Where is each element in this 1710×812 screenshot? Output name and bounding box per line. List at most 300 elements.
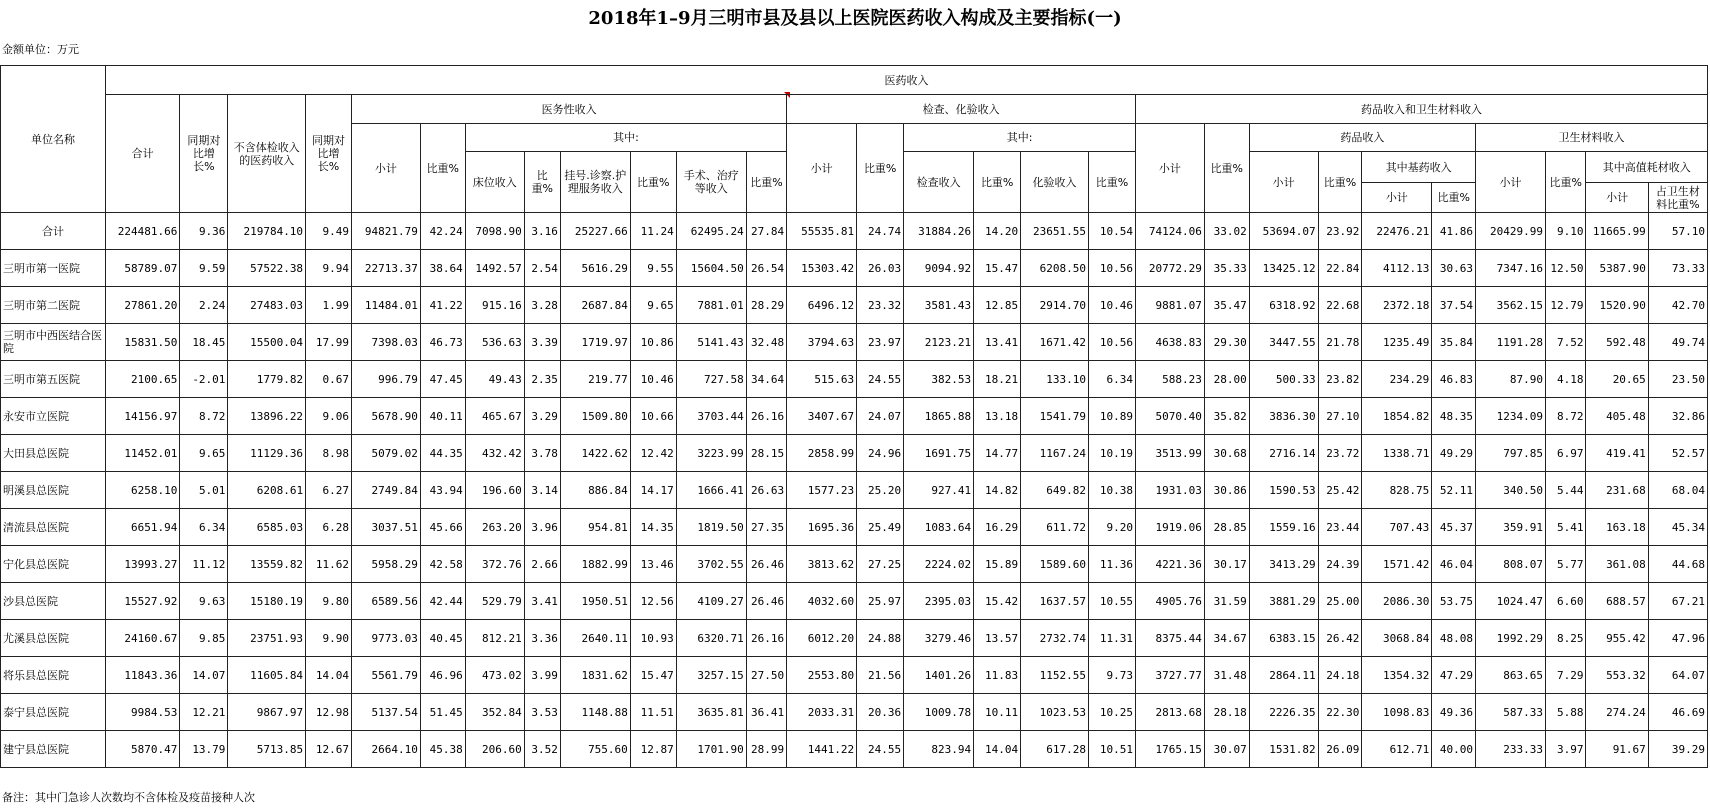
value-cell: 52.57 (1648, 435, 1707, 472)
value-cell: 2.66 (524, 546, 560, 583)
value-cell: 352.84 (465, 694, 524, 731)
value-cell: 15500.04 (228, 324, 306, 361)
value-cell: 9.65 (630, 287, 676, 324)
value-cell: 2716.14 (1249, 435, 1318, 472)
value-cell: 886.84 (560, 472, 630, 509)
header-drug-ratio: 比重% (1318, 152, 1362, 213)
value-cell: 6496.12 (787, 287, 857, 324)
value-cell: 10.56 (1088, 324, 1135, 361)
value-cell: 11.51 (630, 694, 676, 731)
value-cell: 3.96 (524, 509, 560, 546)
value-cell: 5616.29 (560, 250, 630, 287)
header-exam-subtotal: 小计 (787, 124, 857, 213)
value-cell: 12.85 (974, 287, 1021, 324)
value-cell: 3703.44 (676, 398, 746, 435)
value-cell: 14.20 (974, 213, 1021, 250)
value-cell: 8.25 (1546, 620, 1586, 657)
header-service-subtotal: 小计 (351, 124, 420, 213)
value-cell: 24.07 (857, 398, 904, 435)
value-cell: 1931.03 (1135, 472, 1204, 509)
header-lab-ratio: 比重% (1088, 152, 1135, 213)
value-cell: 20.36 (857, 694, 904, 731)
header-bed-ratio: 比重% (524, 152, 560, 213)
value-cell: 9.20 (1088, 509, 1135, 546)
value-cell: 9.59 (180, 250, 228, 287)
value-cell: 40.45 (420, 620, 465, 657)
value-cell: 22.68 (1318, 287, 1362, 324)
value-cell: 3.36 (524, 620, 560, 657)
value-cell: 13.57 (974, 620, 1021, 657)
value-cell: 3836.30 (1249, 398, 1318, 435)
value-cell: 3413.29 (1249, 546, 1318, 583)
value-cell: 4112.13 (1362, 250, 1432, 287)
table-row (1, 546, 1708, 583)
value-cell: 196.60 (465, 472, 524, 509)
value-cell: 14.77 (974, 435, 1021, 472)
table-body (1, 213, 1708, 768)
value-cell: 27483.03 (228, 287, 306, 324)
value-cell: 1765.15 (1135, 731, 1204, 768)
value-cell: 1191.28 (1476, 324, 1546, 361)
value-cell: 11.36 (1088, 546, 1135, 583)
value-cell: 2914.70 (1021, 287, 1089, 324)
value-cell: 9.94 (306, 250, 352, 287)
value-cell: 30.86 (1204, 472, 1249, 509)
value-cell: 1559.16 (1249, 509, 1318, 546)
value-cell: 133.10 (1021, 361, 1089, 398)
value-cell: 44.35 (420, 435, 465, 472)
table-row (1, 324, 1708, 361)
unit-name-cell: 三明市第二医院 (1, 287, 106, 324)
value-cell: 27.84 (746, 213, 786, 250)
value-cell: 26.42 (1318, 620, 1362, 657)
value-cell: 3.16 (524, 213, 560, 250)
value-cell: 727.58 (676, 361, 746, 398)
value-cell: 863.65 (1476, 657, 1546, 694)
header-high-value-subtotal: 小计 (1586, 183, 1648, 213)
value-cell: 48.08 (1432, 620, 1476, 657)
header-surgery-ratio: 比重% (746, 152, 786, 213)
header-exam-ratio: 比重% (857, 124, 904, 213)
value-cell: 26.03 (857, 250, 904, 287)
value-cell: 22476.21 (1362, 213, 1432, 250)
value-cell: 0.67 (306, 361, 352, 398)
value-cell: 5.41 (1546, 509, 1586, 546)
header-material-ratio: 比重% (1546, 152, 1586, 213)
footnote: 备注：其中门急诊人次数均不含体检及疫苗接种人次 (2, 791, 255, 804)
unit-name-cell: 明溪县总医院 (1, 472, 106, 509)
value-cell: 11.31 (1088, 620, 1135, 657)
value-cell: 91.67 (1586, 731, 1648, 768)
value-cell: 1701.90 (676, 731, 746, 768)
unit-name-cell: 三明市中西医结合医院 (1, 324, 106, 361)
value-cell: 5678.90 (351, 398, 420, 435)
header-bed-income: 床位收入 (465, 152, 524, 213)
header-essential-drug-subtotal: 小计 (1362, 183, 1432, 213)
value-cell: 1819.50 (676, 509, 746, 546)
value-cell: 24.55 (857, 361, 904, 398)
table-row (1, 435, 1708, 472)
value-cell: 382.53 (904, 361, 974, 398)
header-yoy-growth-2: 同期对比增长% (306, 95, 352, 213)
value-cell: 35.82 (1204, 398, 1249, 435)
value-cell: 3.14 (524, 472, 560, 509)
value-cell: 6589.56 (351, 583, 420, 620)
value-cell: 9.80 (306, 583, 352, 620)
value-cell: 18.21 (974, 361, 1021, 398)
value-cell: 3447.55 (1249, 324, 1318, 361)
value-cell: 3881.29 (1249, 583, 1318, 620)
value-cell: 219.77 (560, 361, 630, 398)
value-cell: 1422.62 (560, 435, 630, 472)
value-cell: 5141.43 (676, 324, 746, 361)
value-cell: 1.99 (306, 287, 352, 324)
value-cell: 11843.36 (105, 657, 179, 694)
header-drug-material-income: 药品收入和卫生材料收入 (1135, 95, 1707, 124)
value-cell: 20.65 (1586, 361, 1648, 398)
value-cell: 33.02 (1204, 213, 1249, 250)
value-cell: 553.32 (1586, 657, 1648, 694)
value-cell: 1492.57 (465, 250, 524, 287)
value-cell: 10.19 (1088, 435, 1135, 472)
value-cell: 797.85 (1476, 435, 1546, 472)
value-cell: 8.98 (306, 435, 352, 472)
unit-name-cell: 建宁县总医院 (1, 731, 106, 768)
value-cell: 1865.88 (904, 398, 974, 435)
value-cell: 5561.79 (351, 657, 420, 694)
value-cell: 12.98 (306, 694, 352, 731)
value-cell: 7098.90 (465, 213, 524, 250)
value-cell: 5.44 (1546, 472, 1586, 509)
table-row (1, 694, 1708, 731)
value-cell: 13.41 (974, 324, 1021, 361)
value-cell: 14.07 (180, 657, 228, 694)
table-row (1, 287, 1708, 324)
table-row (1, 472, 1708, 509)
header-excluding-exam-income: 不含体检收入的医药收入 (228, 95, 306, 213)
value-cell: 1009.78 (904, 694, 974, 731)
value-cell: 22.84 (1318, 250, 1362, 287)
value-cell: 405.48 (1586, 398, 1648, 435)
value-cell: 206.60 (465, 731, 524, 768)
value-cell: 26.46 (746, 546, 786, 583)
unit-name-cell: 沙县总医院 (1, 583, 106, 620)
value-cell: 3727.77 (1135, 657, 1204, 694)
value-cell: 27.50 (746, 657, 786, 694)
value-cell: 12.21 (180, 694, 228, 731)
value-cell: 37.54 (1432, 287, 1476, 324)
hospital-income-table (0, 65, 1708, 768)
value-cell: 41.22 (420, 287, 465, 324)
value-cell: 5079.02 (351, 435, 420, 472)
value-cell: 24.96 (857, 435, 904, 472)
value-cell: 2749.84 (351, 472, 420, 509)
header-drug-subtotal: 小计 (1249, 152, 1318, 213)
value-cell: 8.72 (180, 398, 228, 435)
value-cell: 2664.10 (351, 731, 420, 768)
value-cell: 13559.82 (228, 546, 306, 583)
value-cell: 24.74 (857, 213, 904, 250)
header-service-ratio: 比重% (420, 124, 465, 213)
value-cell: 612.71 (1362, 731, 1432, 768)
value-cell: 27.35 (746, 509, 786, 546)
value-cell: 1234.09 (1476, 398, 1546, 435)
value-cell: 73.33 (1648, 250, 1707, 287)
value-cell: 231.68 (1586, 472, 1648, 509)
value-cell: 28.85 (1204, 509, 1249, 546)
value-cell: 21.56 (857, 657, 904, 694)
value-cell: 11484.01 (351, 287, 420, 324)
value-cell: 74124.06 (1135, 213, 1204, 250)
value-cell: 9.10 (1546, 213, 1586, 250)
value-cell: 3702.55 (676, 546, 746, 583)
value-cell: 55535.81 (787, 213, 857, 250)
header-material-income: 卫生材料收入 (1476, 124, 1708, 152)
value-cell: 3.78 (524, 435, 560, 472)
value-cell: 23.50 (1648, 361, 1707, 398)
value-cell: 13.18 (974, 398, 1021, 435)
value-cell: 25.00 (1318, 583, 1362, 620)
value-cell: 25227.66 (560, 213, 630, 250)
table-row (1, 509, 1708, 546)
value-cell: 5713.85 (228, 731, 306, 768)
value-cell: 26.54 (746, 250, 786, 287)
value-cell: 1691.75 (904, 435, 974, 472)
value-cell: 4109.27 (676, 583, 746, 620)
value-cell: 15.89 (974, 546, 1021, 583)
value-cell: 11452.01 (105, 435, 179, 472)
value-cell: 755.60 (560, 731, 630, 768)
value-cell: 1441.22 (787, 731, 857, 768)
value-cell: 3223.99 (676, 435, 746, 472)
value-cell: 23.32 (857, 287, 904, 324)
value-cell: 9.73 (1088, 657, 1135, 694)
value-cell: 954.81 (560, 509, 630, 546)
value-cell: 31.59 (1204, 583, 1249, 620)
value-cell: 12.79 (1546, 287, 1586, 324)
value-cell: 6208.61 (228, 472, 306, 509)
report-title: 2018年1–9月三明市县及县以上医院医药收入构成及主要指标(一) (588, 8, 1122, 29)
value-cell: 2033.31 (787, 694, 857, 731)
value-cell: 30.07 (1204, 731, 1249, 768)
value-cell: 30.63 (1432, 250, 1476, 287)
value-cell: 3813.62 (787, 546, 857, 583)
value-cell: 49.29 (1432, 435, 1476, 472)
value-cell: 536.63 (465, 324, 524, 361)
value-cell: 42.24 (420, 213, 465, 250)
value-cell: 3.53 (524, 694, 560, 731)
value-cell: 15527.92 (105, 583, 179, 620)
value-cell: 927.41 (904, 472, 974, 509)
unit-name-cell: 三明市第一医院 (1, 250, 106, 287)
value-cell: 6651.94 (105, 509, 179, 546)
value-cell: 11.62 (306, 546, 352, 583)
value-cell: 500.33 (1249, 361, 1318, 398)
value-cell: 15180.19 (228, 583, 306, 620)
value-cell: 163.18 (1586, 509, 1648, 546)
value-cell: 915.16 (465, 287, 524, 324)
value-cell: 40.11 (420, 398, 465, 435)
value-cell: 823.94 (904, 731, 974, 768)
value-cell: 1854.82 (1362, 398, 1432, 435)
currency-unit-label: 金额单位：万元 (2, 43, 79, 56)
value-cell: 14.82 (974, 472, 1021, 509)
value-cell: 47.96 (1648, 620, 1707, 657)
value-cell: 2123.21 (904, 324, 974, 361)
value-cell: 7347.16 (1476, 250, 1546, 287)
value-cell: 52.11 (1432, 472, 1476, 509)
value-cell: 13993.27 (105, 546, 179, 583)
value-cell: 1590.53 (1249, 472, 1318, 509)
value-cell: 465.67 (465, 398, 524, 435)
value-cell: 45.38 (420, 731, 465, 768)
value-cell: 10.46 (1088, 287, 1135, 324)
value-cell: 1098.83 (1362, 694, 1432, 731)
value-cell: 23.44 (1318, 509, 1362, 546)
value-cell: 1779.82 (228, 361, 306, 398)
value-cell: 8.72 (1546, 398, 1586, 435)
header-exam-of-which: 其中: (904, 124, 1136, 152)
value-cell: 1167.24 (1021, 435, 1089, 472)
value-cell: 1571.42 (1362, 546, 1432, 583)
value-cell: 3513.99 (1135, 435, 1204, 472)
value-cell: 12.67 (306, 731, 352, 768)
value-cell: 25.42 (1318, 472, 1362, 509)
unit-name-cell: 泰宁县总医院 (1, 694, 106, 731)
value-cell: 18.45 (180, 324, 228, 361)
value-cell: 1235.49 (1362, 324, 1432, 361)
value-cell: 2553.80 (787, 657, 857, 694)
value-cell: 87.90 (1476, 361, 1546, 398)
value-cell: 2687.84 (560, 287, 630, 324)
value-cell: 11.12 (180, 546, 228, 583)
value-cell: 13.46 (630, 546, 676, 583)
header-share-of-material: 占卫生材料比重% (1648, 183, 1707, 213)
value-cell: 64.07 (1648, 657, 1707, 694)
value-cell: 29.30 (1204, 324, 1249, 361)
header-essential-drug-ratio: 比重% (1432, 183, 1476, 213)
value-cell: 473.02 (465, 657, 524, 694)
header-high-value-consumables: 其中高值耗材收入 (1586, 152, 1708, 183)
value-cell: 233.33 (1476, 731, 1546, 768)
value-cell: 6012.20 (787, 620, 857, 657)
value-cell: 432.42 (465, 435, 524, 472)
value-cell: 23751.93 (228, 620, 306, 657)
value-cell: 4032.60 (787, 583, 857, 620)
value-cell: 2864.11 (1249, 657, 1318, 694)
value-cell: 10.51 (1088, 731, 1135, 768)
value-cell: -2.01 (180, 361, 228, 398)
value-cell: 1589.60 (1021, 546, 1089, 583)
value-cell: 1950.51 (560, 583, 630, 620)
value-cell: 48.35 (1432, 398, 1476, 435)
value-cell: 2.35 (524, 361, 560, 398)
value-cell: 11.83 (974, 657, 1021, 694)
value-cell: 27.10 (1318, 398, 1362, 435)
value-cell: 24.18 (1318, 657, 1362, 694)
value-cell: 27861.20 (105, 287, 179, 324)
value-cell: 58789.07 (105, 250, 179, 287)
value-cell: 1509.80 (560, 398, 630, 435)
value-cell: 2226.35 (1249, 694, 1318, 731)
value-cell: 6320.71 (676, 620, 746, 657)
value-cell: 25.20 (857, 472, 904, 509)
value-cell: 263.20 (465, 509, 524, 546)
header-drug-material-subtotal: 小计 (1135, 124, 1204, 213)
value-cell: 9867.97 (228, 694, 306, 731)
value-cell: 361.08 (1586, 546, 1648, 583)
value-cell: 26.16 (746, 620, 786, 657)
header-exam-lab-income: 检查、化验收入 (787, 95, 1136, 124)
value-cell: 7.52 (1546, 324, 1586, 361)
value-cell: 45.37 (1432, 509, 1476, 546)
value-cell: 51.45 (420, 694, 465, 731)
value-cell: 15.47 (630, 657, 676, 694)
value-cell: 3279.46 (904, 620, 974, 657)
value-cell: 2813.68 (1135, 694, 1204, 731)
value-cell: 955.42 (1586, 620, 1648, 657)
value-cell: 3.52 (524, 731, 560, 768)
value-cell: 7.29 (1546, 657, 1586, 694)
value-cell: 10.38 (1088, 472, 1135, 509)
value-cell: 5137.54 (351, 694, 420, 731)
header-service-of-which: 其中: (465, 124, 786, 152)
value-cell: 808.07 (1476, 546, 1546, 583)
value-cell: 1719.97 (560, 324, 630, 361)
value-cell: 13425.12 (1249, 250, 1318, 287)
header-registration-ratio: 比重% (630, 152, 676, 213)
value-cell: 20772.29 (1135, 250, 1204, 287)
value-cell: 15.42 (974, 583, 1021, 620)
value-cell: 3037.51 (351, 509, 420, 546)
value-cell: 11665.99 (1586, 213, 1648, 250)
table-row (1, 361, 1708, 398)
table-row (1, 583, 1708, 620)
value-cell: 34.64 (746, 361, 786, 398)
value-cell: 3.29 (524, 398, 560, 435)
value-cell: 47.29 (1432, 657, 1476, 694)
value-cell: 14156.97 (105, 398, 179, 435)
value-cell: 9.36 (180, 213, 228, 250)
value-cell: 57522.38 (228, 250, 306, 287)
value-cell: 49.43 (465, 361, 524, 398)
value-cell: 529.79 (465, 583, 524, 620)
value-cell: 3.28 (524, 287, 560, 324)
value-cell: 10.54 (1088, 213, 1135, 250)
value-cell: 419.41 (1586, 435, 1648, 472)
header-medical-income: 医药收入 (105, 66, 1707, 95)
value-cell: 21.78 (1318, 324, 1362, 361)
value-cell: 42.58 (420, 546, 465, 583)
value-cell: 67.21 (1648, 583, 1707, 620)
value-cell: 9.49 (306, 213, 352, 250)
value-cell: 26.16 (746, 398, 786, 435)
value-cell: 1338.71 (1362, 435, 1432, 472)
header-drug-income: 药品收入 (1249, 124, 1475, 152)
value-cell: 38.64 (420, 250, 465, 287)
value-cell: 46.04 (1432, 546, 1476, 583)
value-cell: 28.99 (746, 731, 786, 768)
value-cell: 34.67 (1204, 620, 1249, 657)
value-cell: 10.11 (974, 694, 1021, 731)
table-row (1, 731, 1708, 768)
value-cell: 28.15 (746, 435, 786, 472)
value-cell: 9881.07 (1135, 287, 1204, 324)
value-cell: 35.84 (1432, 324, 1476, 361)
unit-name-cell: 尤溪县总医院 (1, 620, 106, 657)
value-cell: 2732.74 (1021, 620, 1089, 657)
value-cell: 2224.02 (904, 546, 974, 583)
